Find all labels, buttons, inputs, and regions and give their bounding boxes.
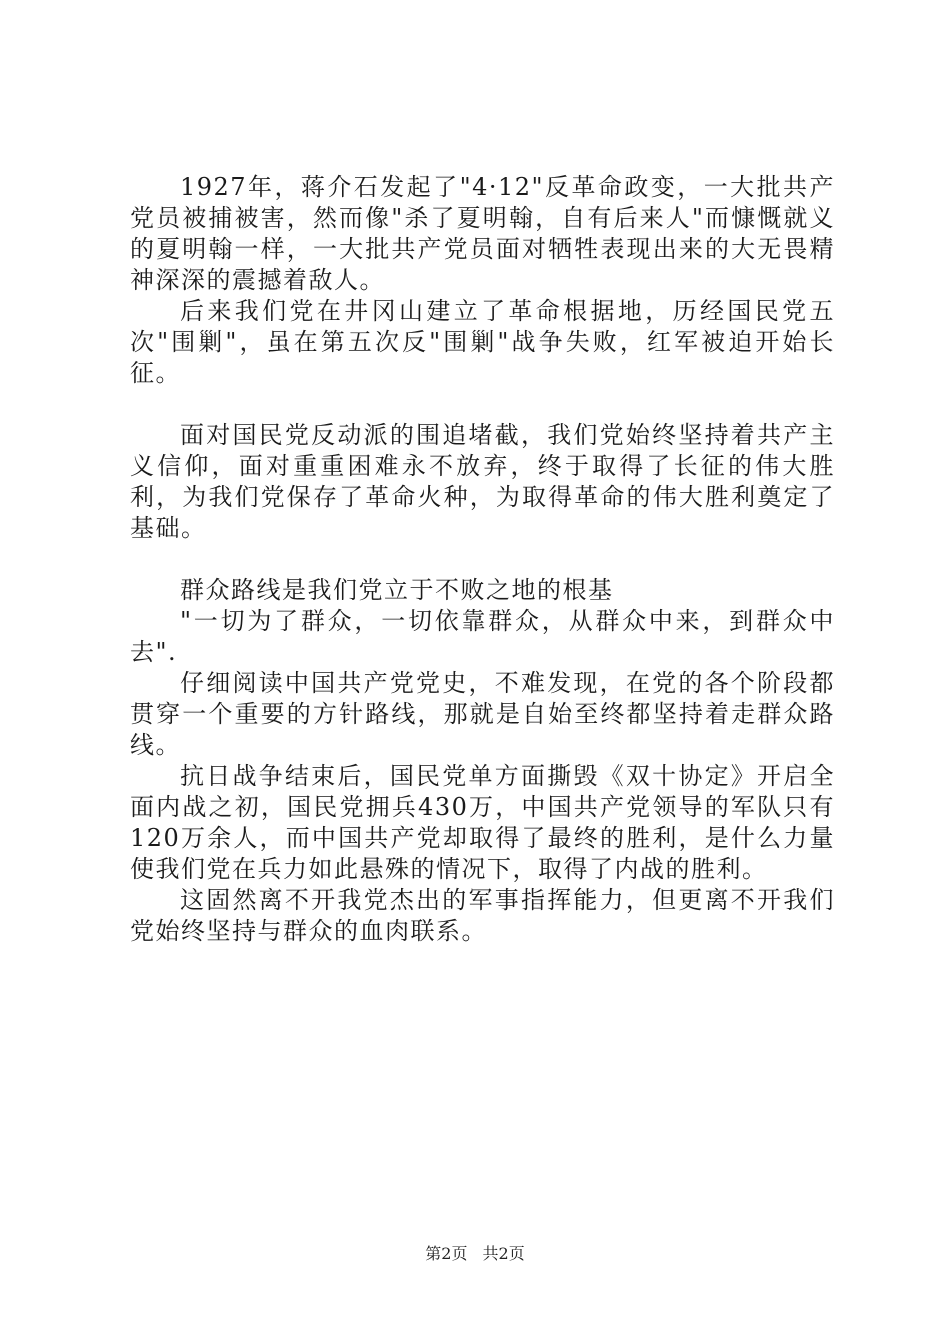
document-body	[130, 172, 835, 947]
paragraph-4: 仔细阅读中国共产党党史，不难发现，在党的各个阶段都贯穿一个重要的方针路线，那就是自始至终都坚持着走群众路线。	[130, 669, 835, 759]
paragraph-6: 这固然离不开我党杰出的军事指挥能力，但更离不开我们党始终坚持与群众的血肉联系。	[130, 886, 835, 945]
paragraph-quote: "一切为了群众，一切依靠群众，从群众中来，到群众中去".	[130, 607, 835, 666]
page-number-current: 第2页	[425, 1244, 468, 1263]
page-footer	[0, 1244, 950, 1264]
page-number-total: 共2页	[482, 1244, 525, 1263]
paragraph-1: 1927年，蒋介石发起了"4·12"反革命政变，一大批共产党员被捕被害，然而像"杀了夏明翰，自有后来人"而慷慨就义的夏明翰一样，一大批共产党员面对牺牲表现出来的大无畏精神深深的震撼着敌人。	[130, 173, 835, 294]
paragraph-5: 抗日战争结束后，国民党单方面撕毁《双十协定》开启全面内战之初，国民党拥兵430万，中国共产党领导的军队只有120万余人，而中国共产党却取得了最终的胜利，是什么力量使我们党在兵力如此悬殊的情况下，取得了内战的胜利。	[130, 762, 835, 883]
paragraph-2: 后来我们党在井冈山建立了革命根据地，历经国民党五次"围剿"，虽在第五次反"围剿"战争失败，红军被迫开始长征。	[130, 297, 835, 387]
paragraph-3: 面对国民党反动派的围追堵截，我们党始终坚持着共产主义信仰，面对重重困难永不放弃，终于取得了长征的伟大胜利，为我们党保存了革命火种，为取得革命的伟大胜利奠定了基础。	[130, 421, 835, 542]
section-heading: 群众路线是我们党立于不败之地的根基	[180, 576, 614, 604]
